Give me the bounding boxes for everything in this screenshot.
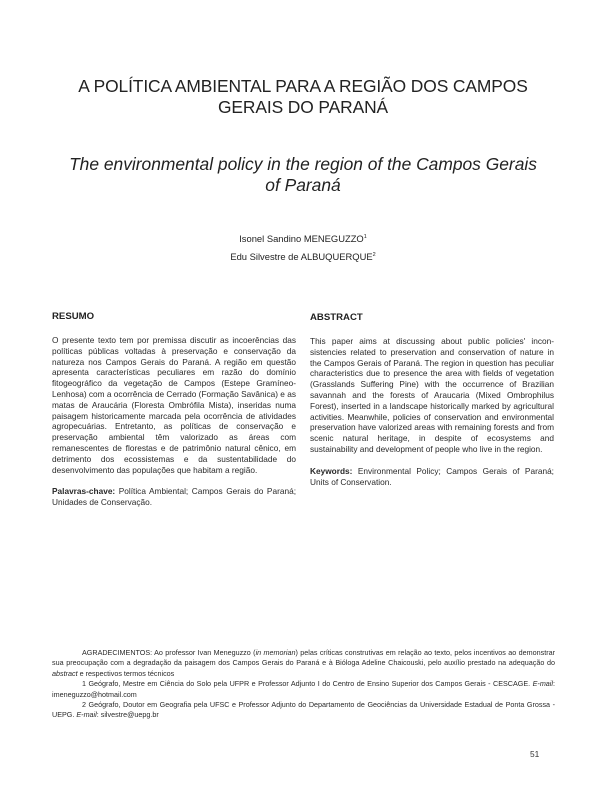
title-english-line-1: The environmental policy in the region of the Campos Gerais — [69, 154, 537, 174]
author-1 — [150, 229, 456, 247]
resumo-section — [52, 311, 296, 519]
abstract-keywords-label: Keywords: — [310, 465, 353, 476]
acknowledgements-note — [52, 648, 555, 679]
page-number: 51 — [530, 749, 540, 759]
abstract-heading: ABSTRACT — [310, 312, 363, 323]
footnote-1-text: 1 Geógrafo, Mestre em Ciência do Solo pela UFPR e Professor Adjunto I do Centro de Ensino Superior dos Campos Gerais - CESCAGE. — [82, 679, 533, 689]
footnote-2 — [52, 700, 555, 721]
footnote-2-email: : silvestre@uepg.br — [96, 710, 159, 720]
author-1-name: Isonel Sandino MENEGUZZO — [239, 233, 364, 244]
acknowledgements-text-2: ) pelas críticas construtivas em relação ao texto, pelos incentivos ao demonstrar sua preocupação com a degradação da paisagem dos Campos Gerais do Paraná e à Bióloga Adeline Chaicouski, pelo auxílio prestado na adequação do — [52, 648, 556, 668]
acknowledgements-italic-2: abstract — [52, 668, 78, 678]
resumo-keywords-text: Política Ambiental; Campos Gerais do Paraná; Unidades de Conservação. — [52, 486, 296, 508]
footnote-1-email: : imeneguzzo@hotmail.com — [52, 679, 555, 699]
title-english-line-2: of Paraná — [265, 175, 341, 195]
author-2-footnote-mark: 2 — [372, 252, 376, 258]
footnotes — [52, 648, 555, 721]
author-2-name: Edu Silvestre de ALBUQUERQUE — [230, 251, 373, 262]
abstract-body: This paper aims at discussing about public policies' inconsistencies related to preservation and conservation of nature in the Campos Gerais of Paraná. The region in question has peculiar characteristics due to presence the area with fields of vegetation (Grasslands Suffering Pine) with the occurrence of Brazilian savannah and the forests of Araucaria (Mixed Ombrophilus Forest), inserted in a landscape historically marked by agricultural activities. Meanwhile, policies of conservation and environmental preservation have valorized areas with remaining forests and from scenic natural heritage, in despite of ecosystems and sustainability and development of people who live in the region. — [310, 336, 554, 454]
abstract-keywords — [310, 466, 554, 488]
title-english — [40, 154, 566, 196]
acknowledgements-italic-1: in memorian — [255, 648, 296, 657]
footnote-1-email-label: E-mail — [532, 679, 553, 689]
resumo-heading: RESUMO — [52, 311, 95, 322]
acknowledgements-text-1: AGRADECIMENTOS: Ao professor Ivan Meneguzzo ( — [82, 648, 256, 657]
footnote-2-text: 2 Geógrafo, Doutor em Geografia pela UFSC e Professor Adjunto do Departamento de Geociências da Universidade Estadual de Ponta Grossa - UEPG. — [52, 700, 555, 720]
resumo-keywords — [52, 486, 296, 508]
title-portuguese — [40, 76, 566, 118]
author-list — [150, 229, 456, 265]
abstract-section — [310, 312, 554, 498]
abstract-keywords-text: Environmental Policy; Campos Gerais of Paraná; Units of Conservation. — [310, 465, 554, 487]
title-portuguese-line-2: GERAIS DO PARANÁ — [217, 97, 389, 117]
title-portuguese-line-1: A POLÍTICA AMBIENTAL PARA A REGIÃO DOS CAMPOS — [78, 76, 528, 96]
author-1-footnote-mark: 1 — [363, 234, 367, 240]
footnote-2-email-label: E-mail — [76, 710, 97, 720]
resumo-body: O presente texto tem por premissa discutir as incoerências das políticas públicas voltadas à preservação e conservação da natureza nos Campos Gerais do Paraná. A região em questão apresenta características peculiares em razão do domínio fitogeográfico da vegetação de Campos (Estepe Gramíneo-Lenhosa) com a ocorrência de Cerrado (Formação Savânica) e as matas de Araucária (Floresta Ombrófila Mista), inseridas numa paisagem historicamente marcada pela ocorrência de atividades agropecuárias. Entretanto, as políticas de conservação e preservação ambiental têm valorizado as áreas com remanescentes de florestas e de patrimônio natural cênico, em detrimento dos ecossistemas e da sustentabilidade do desenvolvimento das populações que habitam a região. — [52, 335, 296, 475]
acknowledgements-text-3: e respectivos termos técnicos — [77, 668, 175, 678]
footnote-1 — [52, 679, 555, 700]
author-2 — [150, 247, 456, 265]
resumo-keywords-label: Palavras-chave: — [52, 486, 116, 497]
